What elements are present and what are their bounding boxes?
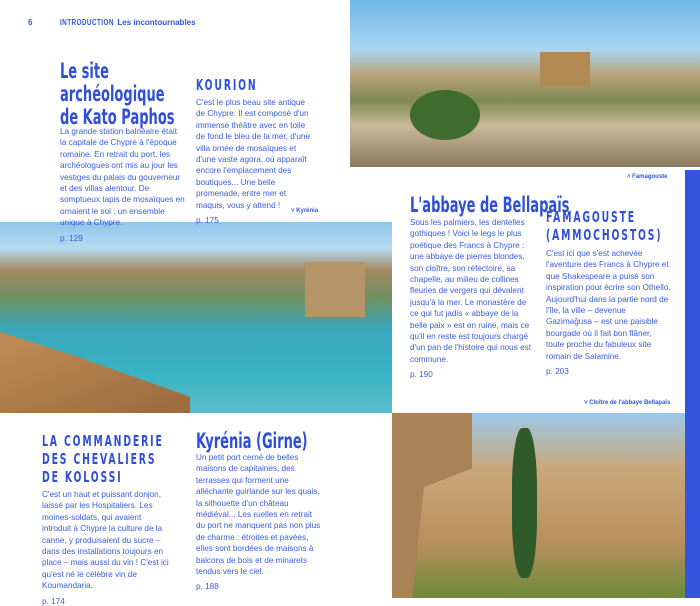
article-text: C'est le plus beau site antique de Chypre. Il est composé d'un immense théâtre avec en toile de fond le bleu de la mer, d'une villa ornée de mosaïques et d'une vaste agora, où apparaît encore l'emplacement des boutiques... Une belle promenade, entre mer et maquis, vous y attend ! (196, 98, 310, 210)
kyrenia-photo (0, 222, 392, 413)
article-kourion (196, 77, 314, 225)
caption-famagouste: ˄ Famagouste (627, 174, 668, 180)
caption-text: Kyrénia (296, 208, 319, 214)
section-subtitle: Les incontournables (117, 18, 196, 27)
article-text: La grande station balnéaire était la capitale de Chypre à l'époque romaine. En retrait du port, les archéologues ont mis au jour les vestiges du palais du gouverneur et des villas alentour. De somptueux tapis de mosaïques en ornaient le sol : un ensemble unique à Chypre. (60, 127, 185, 228)
article-title: Kyrénia (Girne) (196, 429, 308, 453)
arch-shape (392, 413, 472, 598)
section-label: INTRODUCTION (60, 18, 114, 27)
bellapais-photo (392, 413, 685, 598)
article-kolossi (42, 432, 170, 606)
article-title: Le site archéologique de Kato Paphos (60, 59, 175, 129)
article-text: C'est un haut et puissant donjon, laissé par les Hospitaliers. Les moines-soldats, qui avaient introduit à Chypre la culture de la canne, y produisaient du sucre – dans des installations toujours en place – mais aussi du vin ! C'est ici qu'est né le célèbre vin de Koumandaria. (42, 490, 169, 591)
article-text: Sous les palmiers, les dentelles gothiques ! Voici le legs le plus poétique des Francs à Chypre : une abbaye de pierres blondes, son cloître, son réfectoire, sa chapelle, au milieu de collines fleuries de vergers qui dévalent jusqu'à la mer. Le monastère de ce qui fut jadis « abbaye de la belle paix » est en ruine, mais ce qu'il en reste est toujours chargé d'un pan de l'histoire qui nous est commune. (410, 218, 532, 364)
article-text: C'est ici que s'est achevée l'aventure des Francs à Chypre et que Shakespeare a puisé son inspiration pour écrire son Othello. Aujourd'hui dans la partie nord de l'île, la ville – devenue Gazimağusa – est une paisible bourgade où il fait bon flâner, toute proche du fabuleux site romain de Salamine. (546, 249, 671, 361)
article-text: Un petit port cerné de belles maisons de capitaines, des terrasses qui forment une alléchante guirlande sur les quais, la silhouette d'un château médiéval... Les ruelles en retrait du port ne manquent pas non plus de charme : étroites et pavées, elles sont bordées de maisons à balcons de bois et de minarets tendus vers le ciel. (196, 453, 321, 577)
article-title: LA COMMANDERIE DES CHEVALIERS DE KOLOSSI (42, 432, 164, 486)
rocks-shape (0, 332, 190, 413)
article-title: KOURION (196, 76, 258, 94)
article-famagouste (546, 208, 672, 376)
caption-cloitre: ˅ Cloître de l'abbaye Bellapaïs (584, 400, 671, 406)
page-ref: p. 174 (42, 596, 65, 606)
palm-shape (410, 90, 480, 140)
caption-text: Famagouste (632, 174, 668, 180)
page-ref: p. 190 (410, 370, 433, 380)
article-kato-paphos (60, 60, 185, 243)
cathedral-shape (540, 52, 590, 86)
page-number: 6 (28, 18, 33, 27)
tower-shape (305, 262, 365, 317)
page-ref: p. 188 (196, 582, 219, 592)
caption-text: Cloître de l'abbaye Bellapaïs (589, 400, 671, 406)
famagouste-photo (350, 0, 700, 167)
running-header (60, 18, 196, 27)
page-ref: p. 203 (546, 367, 569, 377)
article-title: FAMAGOUSTE (AMMOCHOSTOS) (546, 208, 663, 244)
article-title: L'abbaye de Bellapaïs (410, 193, 570, 217)
cypress-shape (512, 428, 537, 578)
accent-strip (685, 170, 700, 598)
page-ref: p. 175 (196, 216, 219, 226)
caption-kyrenia: ˅ Kyrénia (291, 208, 319, 214)
page-ref: p. 129 (60, 233, 83, 243)
article-kyrenia (196, 430, 322, 591)
